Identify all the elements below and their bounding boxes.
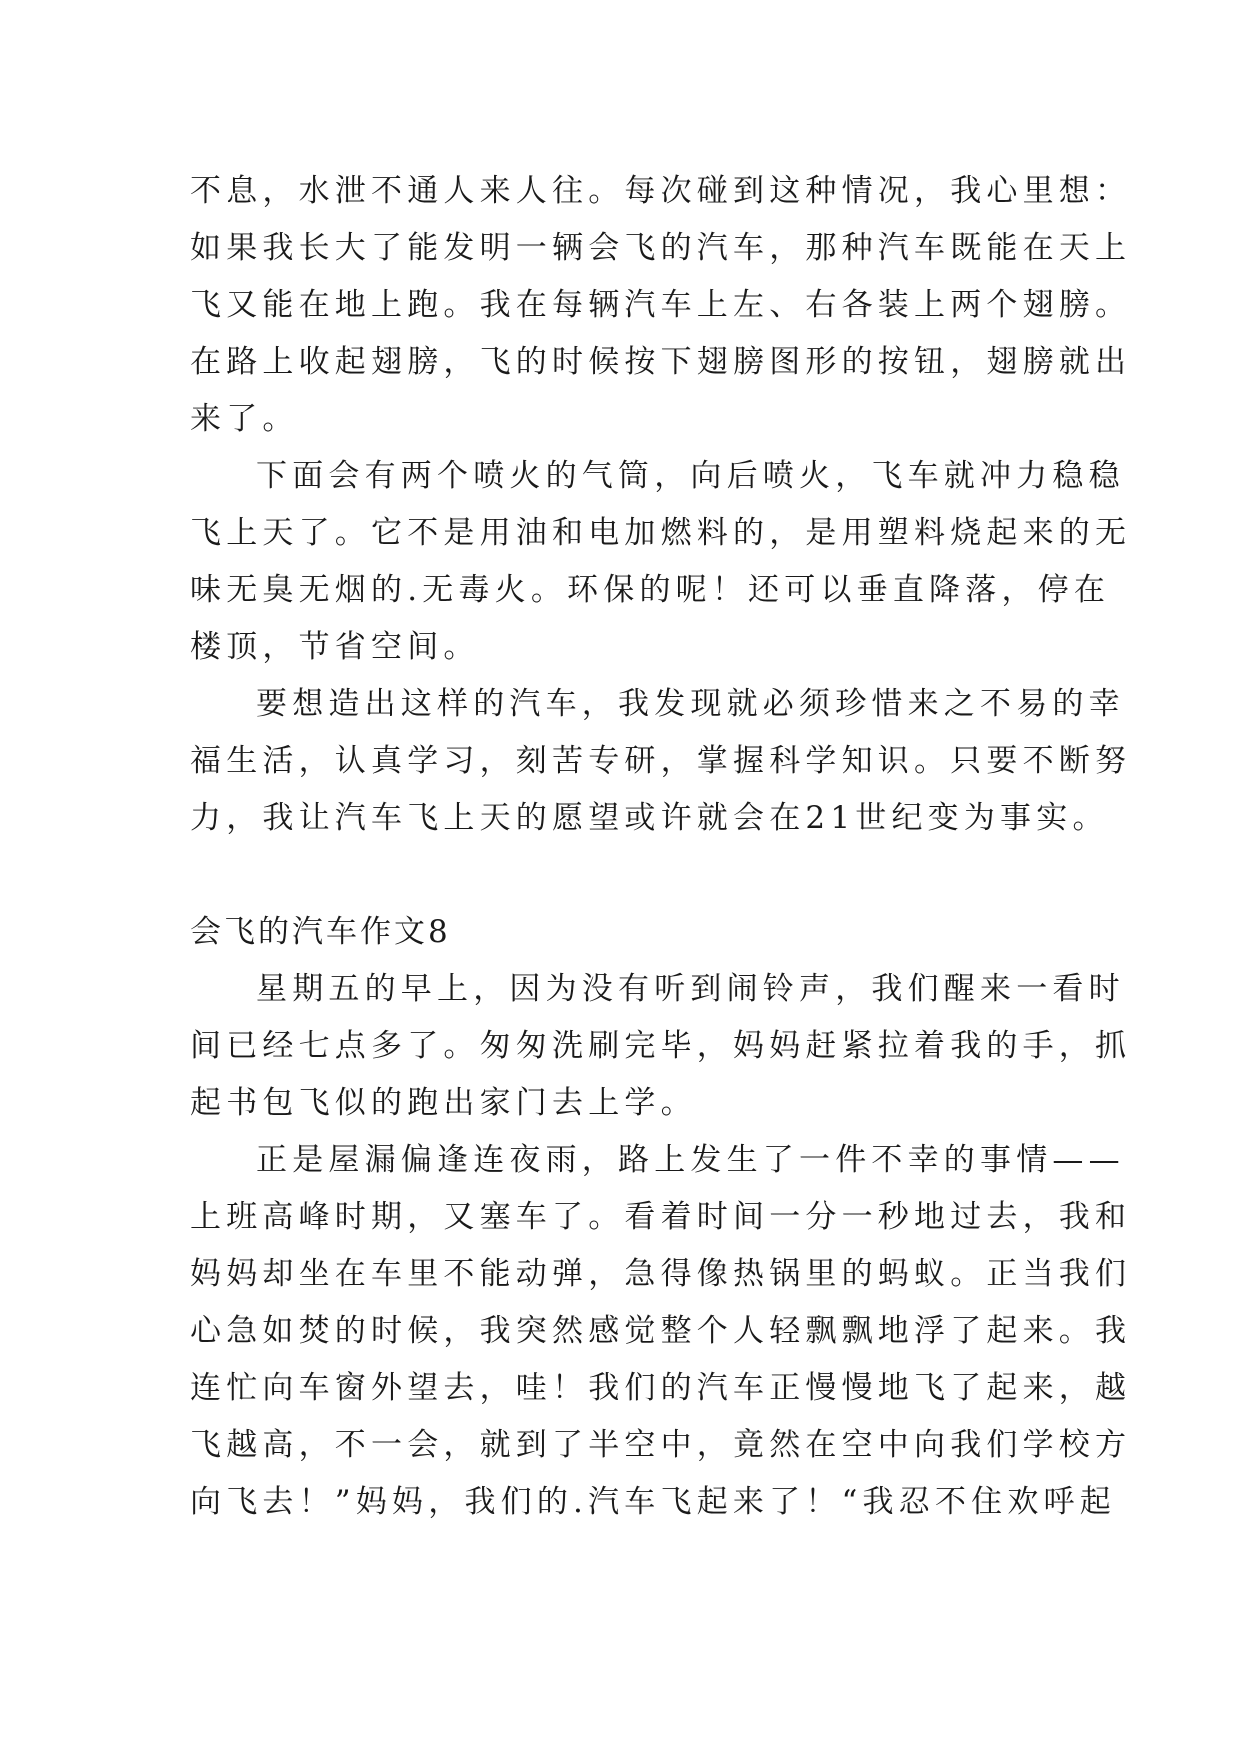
paragraph-line: 不息，水泄不通人来人往。每次碰到这种情况，我心里想： [190, 173, 1132, 209]
paragraph-line: 下面会有两个喷火的气筒，向后喷火，飞车就冲力稳稳 [256, 458, 1125, 494]
paragraph-line: 星期五的早上，因为没有听到闹铃声，我们醒来一看时 [256, 971, 1125, 1007]
paragraph-line: 味无臭无烟的.无毒火。环保的呢！还可以垂直降落，停在 [190, 572, 1111, 608]
paragraph-line: 向飞去！”妈妈，我们的.汽车飞起来了！“我忍不住欢呼起 [190, 1484, 1116, 1520]
paragraph-line: 楼顶，节省空间。 [190, 629, 480, 665]
paragraph-line: 飞上天了。它不是用油和电加燃料的，是用塑料烧起来的无 [190, 515, 1132, 551]
paragraph-line: 间已经七点多了。匆匆洗刷完毕，妈妈赶紧拉着我的手，抓 [190, 1028, 1132, 1064]
section-heading-text: 会飞的汽车作文8 [190, 914, 451, 950]
paragraph-line: 飞越高，不一会，就到了半空中，竟然在空中向我们学校方 [190, 1427, 1132, 1463]
paragraph-line: 在路上收起翅膀，飞的时候按下翅膀图形的按钮，翅膀就出 [190, 344, 1132, 380]
paragraph-line: 来了。 [190, 401, 299, 437]
paragraph-line: 福生活，认真学习，刻苦专研，掌握科学知识。只要不断努 [190, 743, 1132, 779]
paragraph-line: 起书包飞似的跑出家门去上学。 [190, 1085, 697, 1121]
paragraph-line: 飞又能在地上跑。我在每辆汽车上左、右各装上两个翅膀。 [190, 287, 1132, 323]
paragraph-line: 正是屋漏偏逢连夜雨，路上发生了一件不幸的事情—— [256, 1142, 1125, 1178]
paragraph-line: 上班高峰时期，又塞车了。看着时间一分一秒地过去，我和 [190, 1199, 1132, 1235]
paragraph-line: 如果我长大了能发明一辆会飞的汽车，那种汽车既能在天上 [190, 230, 1132, 266]
paragraph-line: 心急如焚的时候，我突然感觉整个人轻飘飘地浮了起来。我 [190, 1313, 1132, 1349]
paragraph-line: 连忙向车窗外望去，哇！我们的汽车正慢慢地飞了起来，越 [190, 1370, 1132, 1406]
paragraph-line: 要想造出这样的汽车，我发现就必须珍惜来之不易的幸 [256, 686, 1125, 722]
paragraph-line: 妈妈却坐在车里不能动弹，急得像热锅里的蚂蚁。正当我们 [190, 1256, 1132, 1292]
paragraph-line: 力，我让汽车飞上天的愿望或许就会在21世纪变为事实。 [190, 800, 1109, 836]
